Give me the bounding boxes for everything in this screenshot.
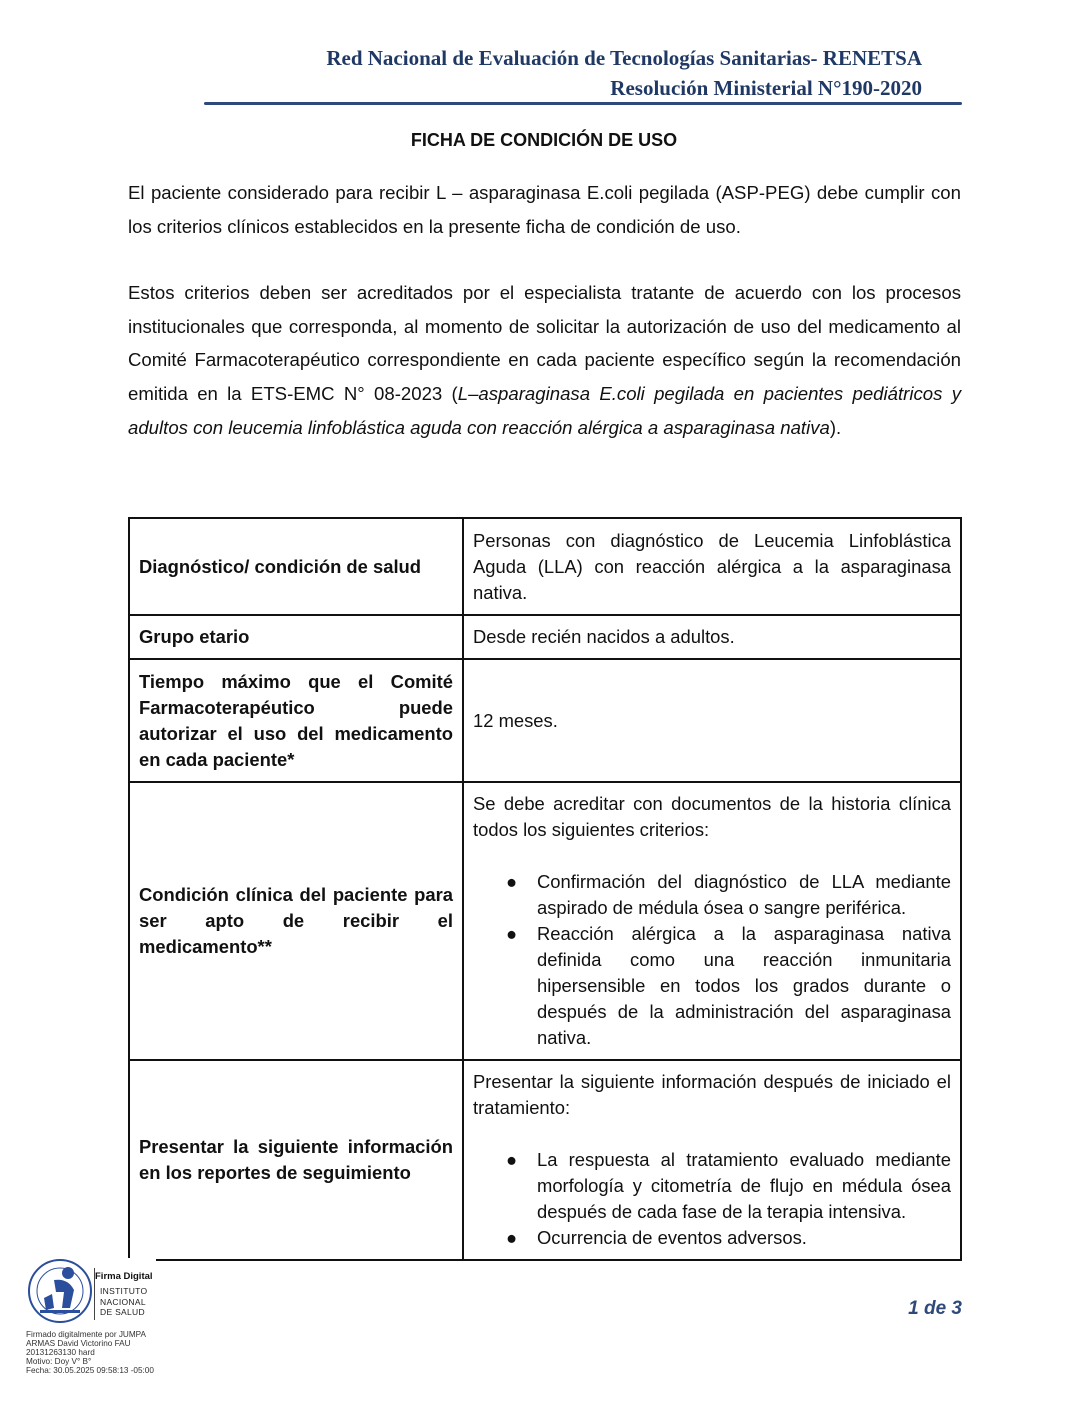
criteria-list	[473, 1147, 951, 1251]
list-item-text: Ocurrencia de eventos adversos.	[537, 1227, 807, 1248]
list-item	[506, 1147, 951, 1225]
table-row	[129, 615, 961, 659]
row-value-intro: Se debe acreditar con documentos de la historia clínica todos los siguientes criterios:	[473, 793, 951, 840]
signature-details	[26, 1331, 154, 1376]
row-value: Desde recién nacidos a adultos.	[463, 615, 961, 659]
bullet-icon: ●	[506, 871, 518, 892]
criteria-paragraph	[128, 276, 961, 445]
list-item	[506, 869, 951, 921]
list-item-text: La respuesta al tratamiento evaluado mediante morfología y citometría de flujo en médula ósea después de cada fase de la terapia intensiva.	[537, 1149, 951, 1222]
document-title: FICHA DE CONDICIÓN DE USO	[410, 130, 678, 150]
header-rule	[204, 102, 962, 105]
row-label: Diagnóstico/ condición de salud	[129, 518, 463, 615]
list-item	[506, 1225, 951, 1251]
row-label: Presentar la siguiente información en los reportes de seguimiento	[129, 1060, 463, 1260]
institution-line: NACIONAL	[100, 1296, 146, 1307]
header-line-2: Resolución Ministerial N°190-2020	[610, 76, 922, 100]
bullet-icon: ●	[506, 1227, 518, 1248]
table-row	[129, 659, 961, 782]
row-label: Tiempo máximo que el Comité Farmacoterapéutico puede autorizar el uso del medicamento en cada paciente*	[129, 659, 463, 782]
institution-line: INSTITUTO	[100, 1286, 148, 1296]
institution-line: DE SALUD	[100, 1307, 145, 1317]
condition-table	[128, 517, 962, 1261]
header-line-1: Red Nacional de Evaluación de Tecnologías Sanitarias- RENETSA	[326, 46, 922, 70]
institution-name	[100, 1286, 147, 1318]
table-row	[129, 1060, 961, 1260]
signed-by: Firmado digitalmente por JUMPA	[26, 1330, 146, 1339]
signature-reason: Motivo: Doy V° B°	[26, 1356, 92, 1366]
row-value	[463, 1060, 961, 1260]
institution-seal-icon	[24, 1258, 96, 1324]
table-row	[129, 782, 961, 1060]
page-indicator: 1 de 3	[908, 1298, 962, 1319]
signer-id: 20131263130 hard	[26, 1347, 95, 1357]
row-label: Grupo etario	[129, 615, 463, 659]
signature-date: Fecha: 30.05.2025 09:58:13 -05:00	[26, 1365, 154, 1375]
signature-stamp-label: Firma Digital	[95, 1271, 153, 1282]
row-value	[463, 782, 961, 1060]
criteria-text-italic: L–asparaginasa E.coli pegilada en pacientes pediátricos y adultos con leucemia linfoblástica aguda con reacción alérgica a asparaginasa nativa	[128, 383, 961, 438]
row-value: 12 meses.	[463, 659, 961, 782]
bullet-icon: ●	[506, 923, 518, 944]
list-item-text: Confirmación del diagnóstico de LLA mediante aspirado de médula ósea o sangre periférica.	[537, 871, 951, 918]
row-value: Personas con diagnóstico de Leucemia Linfoblástica Aguda (LLA) con reacción alérgica a la asparaginasa nativa.	[463, 518, 961, 615]
criteria-text-b: ).	[829, 416, 842, 438]
row-label: Condición clínica del paciente para ser apto de recibir el medicamento**	[129, 782, 463, 1060]
spacer	[473, 1121, 951, 1147]
list-item	[506, 921, 951, 1051]
spacer	[473, 843, 951, 869]
criteria-list	[473, 869, 951, 1051]
intro-paragraph: El paciente considerado para recibir L – asparaginasa E.coli pegilada (ASP-PEG) debe cumplir con los criterios clínicos establecidos en la presente ficha de condición de uso.	[128, 182, 961, 237]
signer-name: ARMAS David Victorino FAU	[26, 1338, 131, 1348]
bullet-icon: ●	[506, 1149, 518, 1170]
list-item-text: Reacción alérgica a la asparaginasa nativa definida como una reacción inmunitaria hipersensible en todos los grados durante o después de la administración del asparaginasa nativa.	[537, 923, 951, 1048]
row-value-intro: Presentar la siguiente información después de iniciado el tratamiento:	[473, 1071, 951, 1118]
table-row	[129, 518, 961, 615]
criteria-text-a: Estos criterios deben ser acreditados por el especialista tratante de acuerdo con los procesos institucionales que corresponda, al momento de solicitar la autorización de uso del medicamento al Comité Farmacoterapéutico correspondiente en cada paciente específico según la recomendación emitida en la ETS-EMC N° 08-2023 (	[128, 282, 961, 405]
